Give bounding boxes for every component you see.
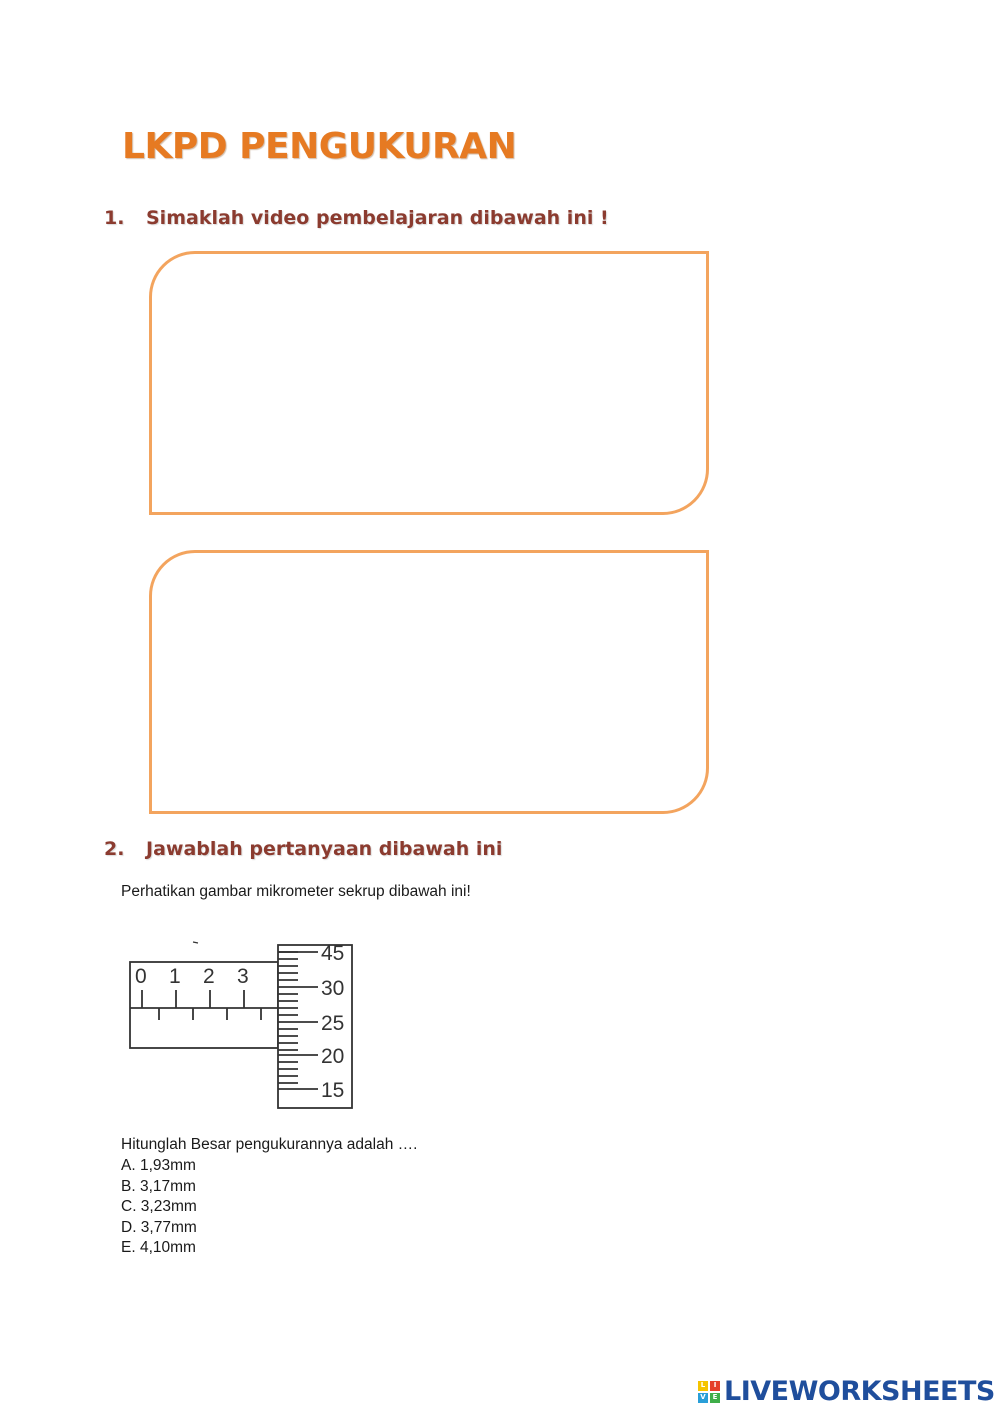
logo-text: LIVEWORKSHEETS: [724, 1376, 995, 1407]
main-scale-label: 2: [203, 965, 215, 988]
video-embed-2[interactable]: [149, 550, 709, 814]
thimble-label: 45: [321, 942, 345, 965]
section-2-title: Jawablah pertanyaan dibawah ini: [146, 838, 503, 860]
page-title: LKPD PENGUKURAN: [122, 126, 517, 167]
question-text: Hitunglah Besar pengukurannya adalah ….: [121, 1136, 418, 1153]
option-d[interactable]: D. 3,77mm: [121, 1218, 197, 1236]
option-e[interactable]: E. 4,10mm: [121, 1239, 196, 1256]
logo-square: I: [710, 1381, 720, 1391]
main-scale-label: 0: [135, 965, 147, 988]
thimble-label: 25: [321, 1012, 345, 1035]
micrometer-diagram: [120, 932, 360, 1112]
logo-square: L: [698, 1381, 708, 1391]
option-b[interactable]: B. 3,17mm: [121, 1177, 196, 1195]
thimble-label: 15: [321, 1079, 345, 1102]
section-1-number: 1.: [104, 207, 125, 229]
main-scale-label: 1: [169, 965, 181, 988]
logo-square: E: [710, 1393, 720, 1403]
main-scale-label: 3: [237, 965, 249, 988]
section-2-heading: [104, 838, 502, 860]
video-embed-1[interactable]: [149, 251, 709, 515]
option-c[interactable]: C. 3,23mm: [121, 1198, 197, 1215]
section-1-title: Simaklah video pembelajaran dibawah ini !: [146, 207, 609, 229]
section-1-heading: [104, 207, 609, 229]
thimble-label: 30: [321, 977, 345, 1000]
option-a[interactable]: A. 1,93mm: [121, 1157, 196, 1174]
liveworksheets-logo[interactable]: [698, 1376, 995, 1407]
section-2-number: 2.: [104, 838, 125, 860]
logo-squares-icon: [698, 1381, 720, 1403]
answer-options: [121, 1156, 197, 1259]
question-intro: Perhatikan gambar mikrometer sekrup dibawah ini!: [121, 883, 471, 900]
scan-mark: [193, 942, 198, 943]
thimble-label: 20: [321, 1045, 345, 1068]
logo-square: V: [698, 1393, 708, 1403]
